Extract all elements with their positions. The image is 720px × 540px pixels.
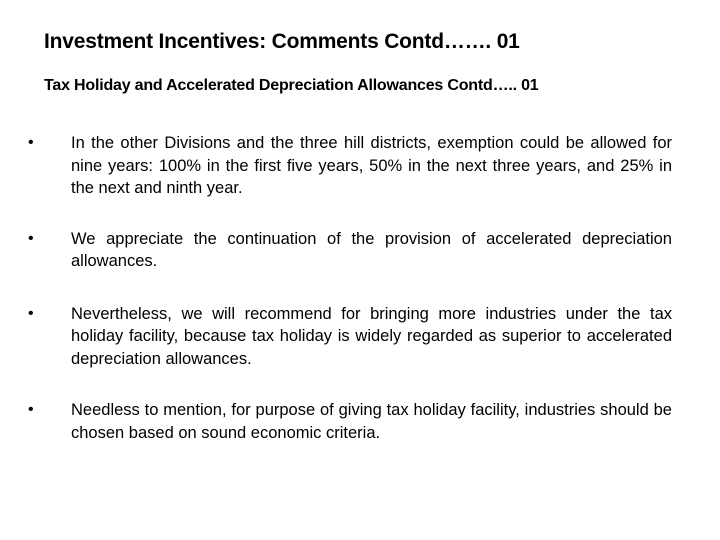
bullet-text: Nevertheless, we will recommend for bringing more industries under the tax holiday facility, because tax holiday is widely regarded as superior to accelerated depreciation allowances. [71, 304, 672, 368]
bullet-text: Needless to mention, for purpose of giving tax holiday facility, industries should be chosen based on sound economic criteria. [71, 401, 672, 442]
bullet-dot-icon: • [28, 401, 34, 418]
bullet-text: We appreciate the continuation of the provision of accelerated depreciation allowances. [71, 229, 672, 270]
bullet-item [26, 303, 672, 371]
bullet-dot-icon: • [28, 229, 34, 247]
bullet-dot-icon: • [28, 134, 34, 151]
bullet-list [26, 132, 672, 472]
bullet-item [26, 399, 672, 444]
bullet-text: In the other Divisions and the three hill districts, exemption could be allowed for nine years: 100% in the first five years, 50% in the next three years, and 25% in the next and ninth year. [71, 134, 672, 197]
bullet-item [26, 228, 672, 273]
bullet-item [26, 132, 672, 200]
slide-subtitle: Tax Holiday and Accelerated Depreciation Allowances Contd….. 01 [44, 77, 539, 94]
bullet-dot-icon: • [28, 304, 34, 322]
slide-title: Investment Incentives: Comments Contd……. 01 [44, 30, 520, 53]
